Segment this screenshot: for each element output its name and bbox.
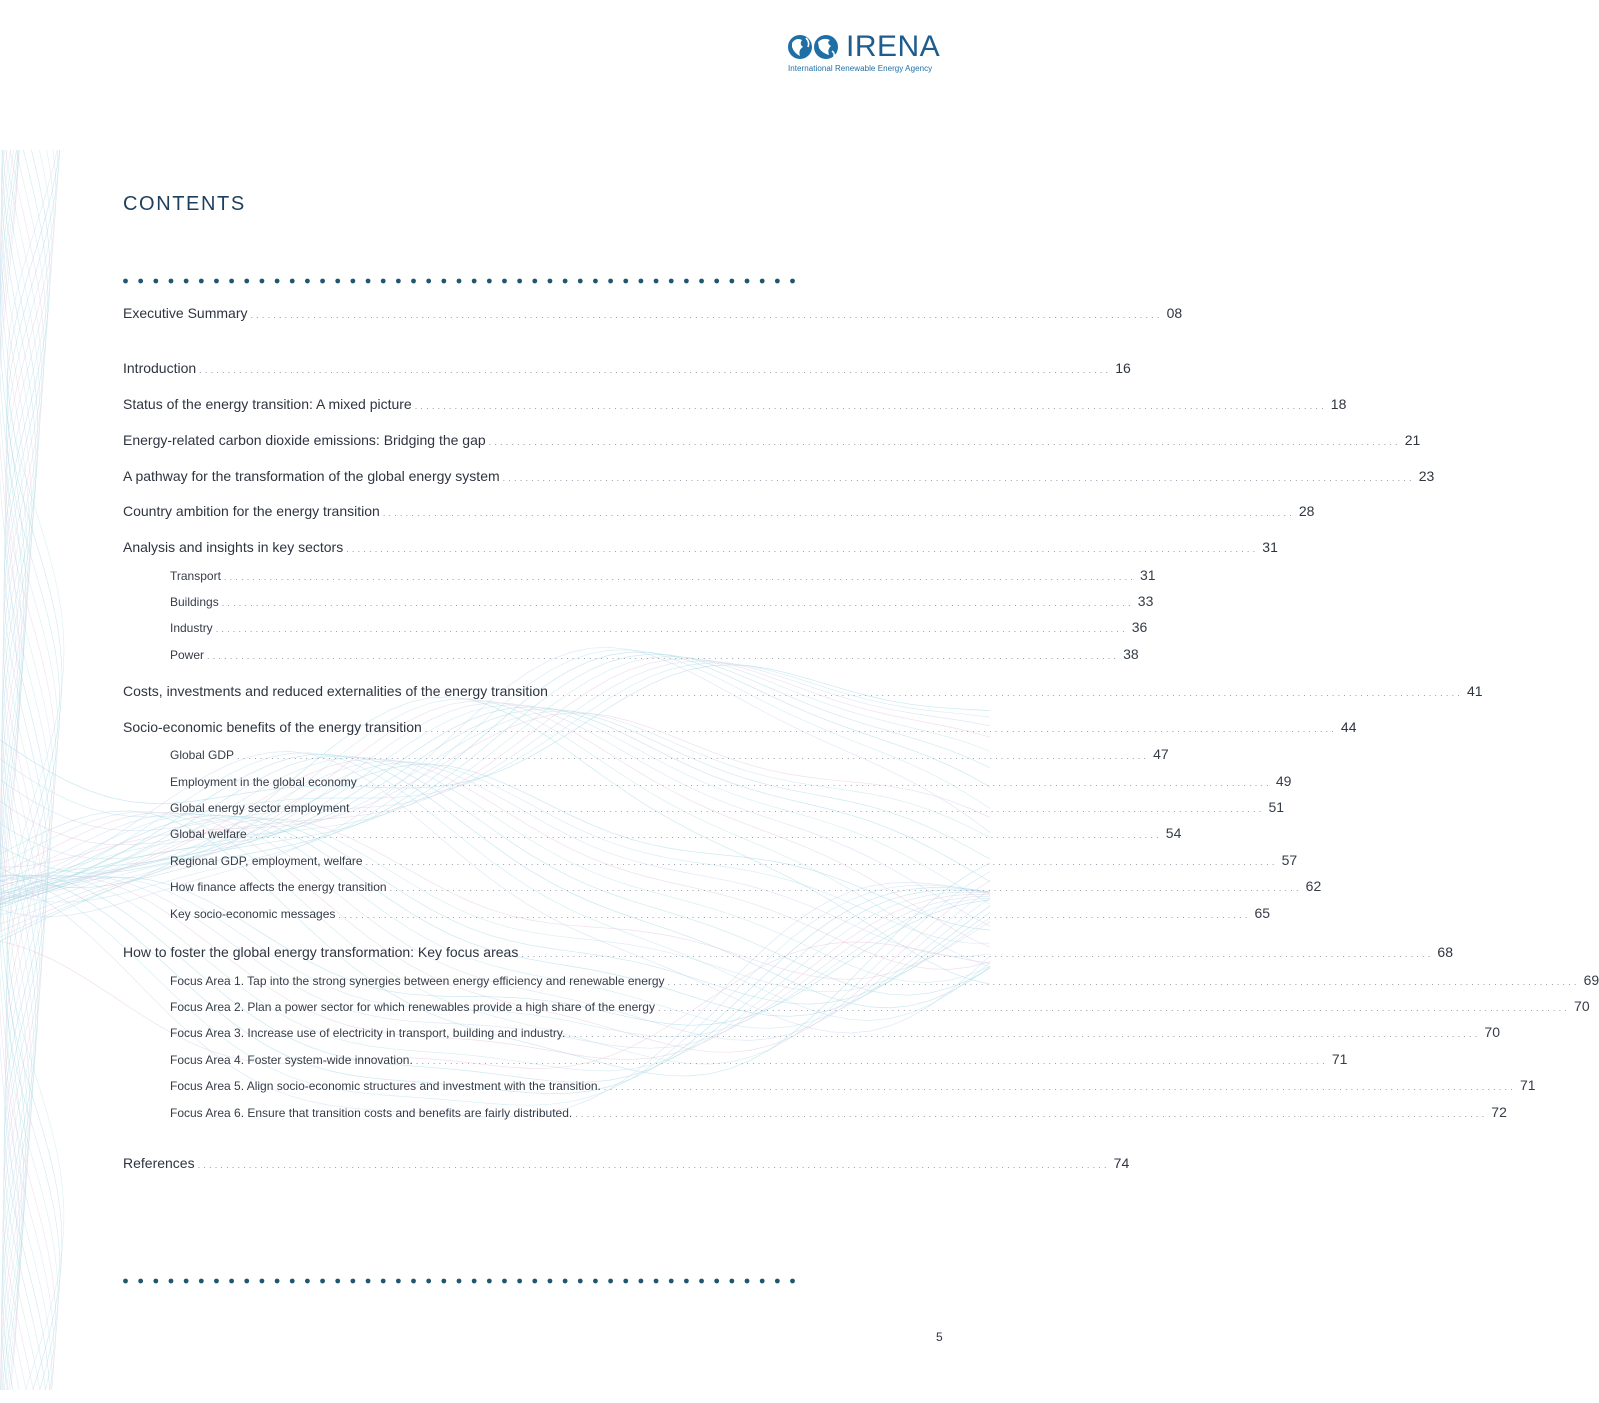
toc-subentry[interactable] [170, 1024, 1500, 1040]
toc-leader-dots: ................................................................................................................................................................ [249, 830, 1162, 840]
toc-page-number: 38 [1123, 646, 1139, 662]
toc-page-number: 70 [1574, 998, 1590, 1014]
toc-page-number: 16 [1115, 360, 1131, 376]
toc-leader-dots: ................................................................................................................................................................ [382, 508, 1295, 518]
toc-page-number: 65 [1254, 905, 1271, 921]
toc-entry-label: Executive Summary [123, 305, 248, 321]
toc-subentry[interactable] [170, 972, 1599, 988]
toc-leader-dots: ................................................................................................................................................................ [346, 544, 1259, 554]
toc-entry-label: Buildings [170, 595, 219, 609]
toc-leader-dots: ................................................................................................................................................................ [352, 804, 1265, 814]
toc-page-number: 44 [1340, 719, 1357, 735]
toc-leader-dots: ................................................................................................................................................................ [389, 883, 1302, 893]
toc-page-number: 23 [1418, 468, 1435, 484]
toc-page-number: 18 [1330, 396, 1347, 412]
toc-entry-label: Status of the energy transition: A mixed picture [123, 396, 412, 412]
toc-leader-dots: ................................................................................................................................................................ [424, 724, 1337, 734]
toc-page-number: 33 [1137, 593, 1154, 609]
toc-page-number: 54 [1165, 825, 1182, 841]
toc-leader-dots: ................................................................................................................................................................ [207, 651, 1120, 661]
toc-page-number: 57 [1281, 852, 1298, 868]
toc-entry-label: Focus Area 5. Align socio-economic structures and investment with the transition. [170, 1079, 601, 1093]
toc-subentry[interactable] [170, 746, 1169, 762]
toc-subentry[interactable] [170, 799, 1285, 815]
toc-entry-label: Key socio-economic messages [170, 907, 336, 921]
toc-subentry[interactable] [170, 593, 1154, 609]
toc-entry[interactable] [123, 396, 1347, 412]
toc-entry-label: How to foster the global energy transformation: Key focus areas [123, 944, 519, 960]
toc-leader-dots: ................................................................................................................................................................ [338, 910, 1251, 920]
toc-page-number: 71 [1331, 1051, 1348, 1067]
toc-entry-label: Global energy sector employment [170, 801, 350, 815]
toc-subentry[interactable] [170, 825, 1182, 841]
toc-page-number: 41 [1466, 683, 1483, 699]
toc-page-number: 70 [1484, 1024, 1500, 1040]
toc-entry[interactable] [123, 305, 1183, 321]
toc-entry-label: Socio-economic benefits of the energy transition [123, 719, 422, 735]
toc-subentry[interactable] [170, 567, 1156, 583]
toc-entry-label: Focus Area 1. Tap into the strong synergies between energy efficiency and renewable energy [170, 974, 665, 988]
toc-leader-dots: ................................................................................................................................................................ [215, 624, 1128, 634]
toc-leader-dots: ................................................................................................................................................................ [415, 1056, 1328, 1066]
toc-subentry[interactable] [170, 1104, 1507, 1120]
toc-entry[interactable] [123, 719, 1357, 735]
toc-entry-label: Analysis and insights in key sectors [123, 539, 344, 555]
toc-page-number: 71 [1519, 1077, 1536, 1093]
toc-entry[interactable] [123, 683, 1483, 699]
toc-entry-label: Global welfare [170, 827, 247, 841]
toc-leader-dots: ................................................................................................................................................................ [197, 1160, 1110, 1170]
toc-entry-label: Focus Area 2. Plan a power sector for which renewables provide a high share of the energy [170, 1000, 655, 1014]
toc-entry-label: Country ambition for the energy transition [123, 503, 380, 519]
toc-page-number: 31 [1139, 567, 1156, 583]
toc-subentry[interactable] [170, 998, 1590, 1014]
toc-entry-label: Power [170, 648, 205, 662]
toc-page-number: 28 [1298, 503, 1315, 519]
toc-entry-label: Employment in the global economy [170, 775, 357, 789]
toc-entry[interactable] [123, 1155, 1130, 1171]
toc-subentry[interactable] [170, 905, 1271, 921]
toc-leader-dots: ................................................................................................................................................................ [199, 365, 1112, 375]
toc-entry-label: A pathway for the transformation of the global energy system [123, 468, 500, 484]
toc-entry-label: Introduction [123, 360, 197, 376]
toc-entry[interactable] [123, 539, 1278, 555]
toc-leader-dots: ................................................................................................................................................................ [550, 688, 1463, 698]
toc-leader-dots: ................................................................................................................................................................ [603, 1082, 1516, 1092]
toc-entry-label: How finance affects the energy transition [170, 880, 387, 894]
toc-leader-dots: ................................................................................................................................................................ [365, 857, 1278, 867]
toc-leader-dots: ................................................................................................................................................................ [359, 778, 1272, 788]
toc-entry[interactable] [123, 360, 1131, 376]
toc-subentry[interactable] [170, 646, 1139, 662]
irena-tagline: International Renewable Energy Agency [788, 64, 933, 73]
toc-subentry[interactable] [170, 878, 1322, 894]
toc-page-number: 36 [1131, 619, 1148, 635]
toc-leader-dots: ................................................................................................................................................................ [221, 598, 1134, 608]
irena-wordmark: IRENA [846, 30, 941, 63]
toc-page-number: 68 [1437, 944, 1453, 960]
toc-leader-dots: ................................................................................................................................................................ [575, 1109, 1488, 1119]
toc-leader-dots: ................................................................................................................................................................ [568, 1029, 1481, 1039]
toc-page-number: 31 [1262, 539, 1278, 555]
toc-leader-dots: ................................................................................................................................................................ [488, 437, 1401, 447]
toc-entry-label: Energy-related carbon dioxide emissions: Bridging the gap [123, 432, 486, 448]
toc-page-number: 62 [1305, 878, 1322, 894]
toc-page-number: 47 [1153, 746, 1169, 762]
toc-leader-dots: ................................................................................................................................................................ [502, 473, 1415, 483]
toc-page-number: 69 [1583, 972, 1599, 988]
toc-entry-label: References [123, 1155, 195, 1171]
page-number: 5 [936, 1330, 943, 1344]
toc-page-number: 72 [1491, 1104, 1507, 1120]
toc-entry[interactable] [123, 432, 1421, 448]
toc-subentry[interactable] [170, 1077, 1536, 1093]
toc-entry[interactable] [123, 503, 1315, 519]
toc-entry-label: Costs, investments and reduced externalities of the energy transition [123, 683, 548, 699]
toc-entry-label: Regional GDP, employment, welfare [170, 854, 363, 868]
toc-leader-dots: ................................................................................................................................................................ [667, 977, 1580, 987]
toc-page-number: 51 [1268, 799, 1285, 815]
toc-entry-label: Transport [170, 569, 221, 583]
page-title: CONTENTS [123, 193, 246, 215]
toc-page-number: 08 [1166, 305, 1183, 321]
toc-subentry[interactable] [170, 1051, 1348, 1067]
toc-entry-label: Focus Area 4. Foster system-wide innovation. [170, 1053, 413, 1067]
toc-leader-dots: ................................................................................................................................................................ [521, 949, 1434, 959]
toc-page-number: 49 [1275, 773, 1292, 789]
toc-leader-dots: ................................................................................................................................................................ [223, 572, 1136, 582]
toc-entry[interactable] [123, 468, 1435, 484]
toc-leader-dots: ................................................................................................................................................................ [250, 310, 1163, 320]
toc-entry-label: Industry [170, 621, 213, 635]
toc-page-number: 21 [1404, 432, 1421, 448]
toc-entry[interactable] [123, 944, 1453, 960]
toc-subentry[interactable] [170, 773, 1292, 789]
toc-leader-dots: ................................................................................................................................................................ [237, 751, 1150, 761]
toc-leader-dots: ................................................................................................................................................................ [414, 401, 1327, 411]
toc-leader-dots: ................................................................................................................................................................ [657, 1003, 1571, 1013]
toc-entry-label: Focus Area 6. Ensure that transition costs and benefits are fairly distributed. [170, 1106, 573, 1120]
toc-subentry[interactable] [170, 619, 1148, 635]
toc-subentry[interactable] [170, 852, 1298, 868]
toc-page-number: 74 [1113, 1155, 1130, 1171]
toc-entry-label: Focus Area 3. Increase use of electricity in transport, building and industry. [170, 1026, 566, 1040]
toc-entry-label: Global GDP [170, 748, 235, 762]
